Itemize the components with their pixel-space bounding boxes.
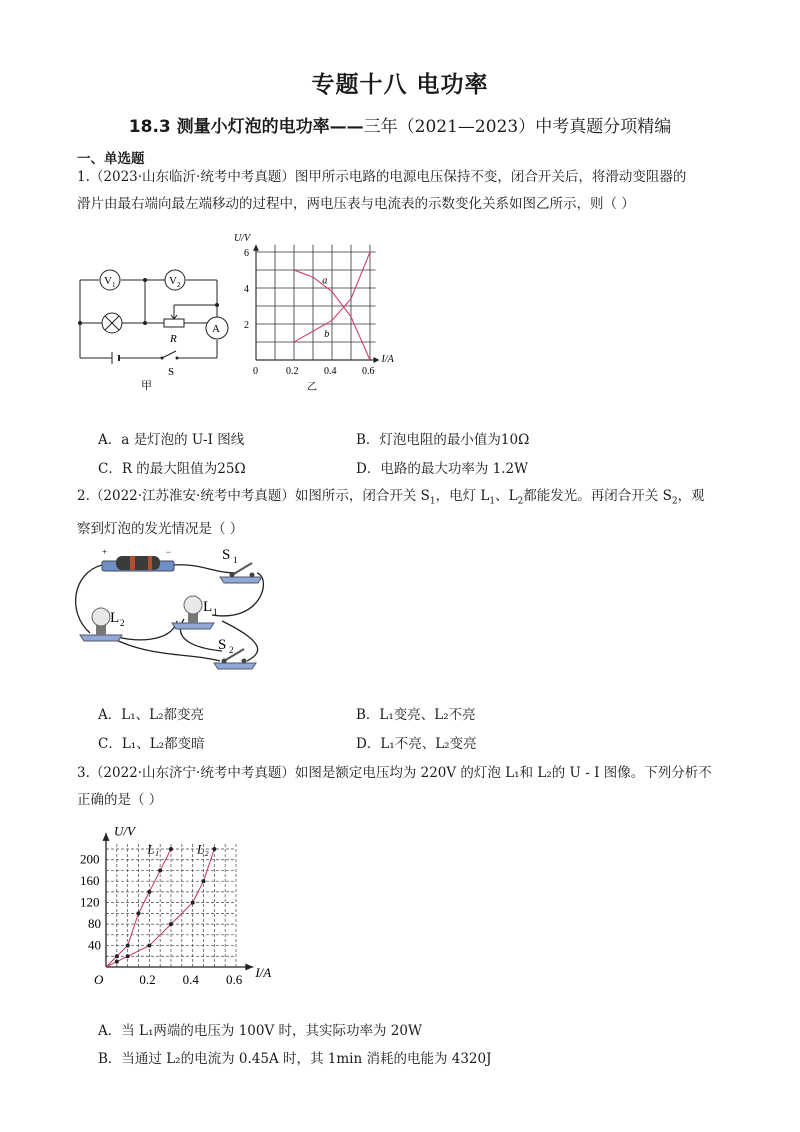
voltmeter-v1 — [100, 270, 120, 290]
question-3 — [77, 760, 727, 814]
data-point — [191, 901, 195, 905]
svg-text:1: 1 — [233, 555, 238, 565]
q1-option-d[interactable]: D．电路的最大功率为 1.2W — [356, 461, 528, 477]
q1-line1 — [77, 164, 727, 191]
battery-symbol — [112, 352, 119, 364]
data-point — [158, 868, 162, 872]
q1-option-c[interactable]: C．R 的最大阻值为25Ω — [98, 461, 246, 477]
section-heading: 一、单选题 — [77, 151, 145, 167]
q2-text-c: 、L — [495, 488, 518, 504]
q1-text-line1: （2023·山东临沂·统考中考真题）图甲所示电路的电源电压保持不变，闭合开关后，将滑动变阻器的 — [89, 169, 687, 185]
svg-text:V: V — [104, 275, 112, 287]
svg-text:+: + — [102, 547, 108, 557]
data-point — [126, 944, 130, 948]
switch-s — [161, 351, 179, 378]
q3-text-line1: （2022·山东济宁·统考中考真题）如图是额定电压均为 220V 的灯泡 L₁和 L₂的 U - I 图像。下列分析不 — [89, 765, 712, 781]
lamp-symbol — [102, 313, 122, 333]
x-tick-label: 0.2 — [139, 972, 156, 987]
svg-text:S: S — [222, 547, 231, 563]
q2-physical-circuit — [72, 543, 272, 678]
q3-line1 — [77, 760, 727, 787]
q1-option-a[interactable]: A．a 是灯泡的 U-I 图线 — [98, 432, 245, 448]
subtitle-source: 三年（2021—2023）中考真题分项精编 — [363, 117, 672, 137]
data-point — [202, 879, 206, 883]
q2-text-b: ，电灯 L — [435, 488, 490, 504]
svg-text:2: 2 — [177, 281, 181, 289]
q2-number: 2. — [77, 488, 90, 504]
q2-sub-l1: 1 — [489, 496, 496, 507]
svg-text:1: 1 — [112, 281, 116, 289]
data-point — [147, 890, 151, 894]
switch-s2 — [214, 637, 256, 669]
q1-option-b[interactable]: B．灯泡电阻的最小值为10Ω — [356, 432, 530, 448]
q2-line2: 察到灯泡的发光情况是（ ） — [77, 520, 244, 537]
q3-ui-chart — [80, 815, 286, 1000]
data-point — [137, 911, 141, 915]
y-tick-label: 200 — [80, 851, 100, 867]
y-axis-arrow — [253, 245, 259, 251]
question-2 — [77, 483, 727, 543]
q2-sub-s1: 1 — [429, 496, 436, 507]
switch-s1 — [220, 547, 262, 583]
svg-text:R: R — [170, 333, 177, 345]
rheostat-r — [164, 314, 184, 345]
q2-line1 — [77, 483, 727, 516]
data-point — [212, 847, 216, 851]
fig-caption-yi: 乙 — [307, 382, 317, 393]
lamp-l1 — [172, 596, 218, 629]
y-tick-label: 40 — [88, 937, 101, 953]
svg-text:2: 2 — [229, 645, 234, 655]
q2-sub-l2: 2 — [517, 496, 524, 507]
q3-line2: 正确的是（ ） — [77, 792, 163, 808]
subtitle-topic: 18.3 测量小灯泡的电功率—— — [128, 117, 364, 137]
q3-number: 3. — [77, 765, 90, 781]
origin-label: 0 — [253, 366, 258, 377]
q2-text-e: ，观 — [677, 488, 705, 504]
page-subtitle — [0, 112, 800, 137]
x-tick-label: 0.2 — [286, 366, 299, 377]
page-title: 专题十八 电功率 — [311, 72, 489, 98]
y-tick-label: 80 — [88, 916, 101, 932]
y-tick-label: 120 — [80, 894, 100, 910]
svg-text:V: V — [169, 275, 177, 287]
data-point — [115, 960, 119, 964]
origin-label: O — [94, 972, 104, 987]
q1-number: 1. — [77, 169, 90, 185]
data-point — [126, 954, 130, 958]
data-point — [115, 954, 119, 958]
q2-sub-s2: 2 — [671, 496, 678, 507]
q2-option-c[interactable]: C．L₁、L₂都变暗 — [98, 736, 205, 752]
svg-text:S: S — [218, 637, 227, 653]
x-axis-arrow — [245, 964, 253, 971]
x-tick-label: 0.4 — [182, 972, 199, 987]
series-label-l2: L₂ — [197, 841, 209, 857]
data-point — [169, 922, 173, 926]
question-1 — [77, 164, 727, 218]
x-tick-label: 0.6 — [226, 972, 243, 987]
q2-option-a[interactable]: A．L₁、L₂都变亮 — [98, 707, 205, 723]
x-axis-label: I/A — [255, 965, 272, 980]
y-axis-label: U/V — [114, 823, 135, 839]
x-tick-label: 0.6 — [362, 366, 375, 377]
x-axis-arrow — [374, 357, 380, 363]
y-tick-label: 6 — [244, 248, 249, 259]
q1-circuit-diagram — [74, 262, 244, 392]
y-axis-label: U/V — [234, 232, 251, 244]
data-point — [147, 944, 151, 948]
q2-option-d[interactable]: D．L₁不亮、L₂变亮 — [356, 736, 477, 752]
q1-ui-graph — [232, 222, 412, 402]
series-label-l1: L₁ — [147, 841, 160, 857]
q2-text-a: （2022·江苏淮安·统考中考真题）如图所示，闭合开关 S — [89, 488, 430, 504]
svg-text:2: 2 — [120, 618, 125, 628]
y-axis-arrow — [103, 833, 110, 841]
svg-text:1: 1 — [213, 607, 218, 617]
q3-option-b[interactable]: B．当通过 L₂的电流为 0.45A 时，其 1min 消耗的电能为 4320J — [98, 1051, 492, 1067]
svg-text:L: L — [110, 610, 120, 626]
ammeter-a — [206, 317, 228, 339]
svg-text:S: S — [168, 366, 175, 378]
x-tick-label: 0.4 — [324, 366, 337, 377]
q2-option-b[interactable]: B．L₁变亮、L₂不亮 — [356, 707, 476, 723]
svg-text:−: − — [166, 547, 172, 557]
q3-option-a[interactable]: A．当 L₁两端的电压为 100V 时，其实际功率为 20W — [98, 1023, 422, 1039]
fig-caption-jia: 甲 — [141, 380, 152, 392]
voltmeter-v2 — [165, 270, 185, 290]
svg-text:A: A — [212, 323, 220, 335]
lamp-l2 — [80, 608, 125, 641]
svg-text:L: L — [203, 599, 213, 615]
curve-label-b: b — [324, 329, 330, 341]
q1-line2: 滑片由最右端向最左端移动的过程中，两电压表与电流表的示数变化关系如图乙所示，则（ ） — [77, 196, 635, 212]
battery-box — [102, 547, 174, 571]
y-tick-label: 4 — [244, 284, 249, 295]
y-tick-label: 2 — [244, 320, 249, 331]
y-tick-label: 160 — [80, 873, 100, 889]
curve-label-a: a — [322, 275, 328, 287]
data-point — [169, 847, 173, 851]
q2-text-d: 都能发光。再闭合开关 S — [523, 488, 672, 504]
x-axis-label: I/A — [381, 354, 394, 365]
